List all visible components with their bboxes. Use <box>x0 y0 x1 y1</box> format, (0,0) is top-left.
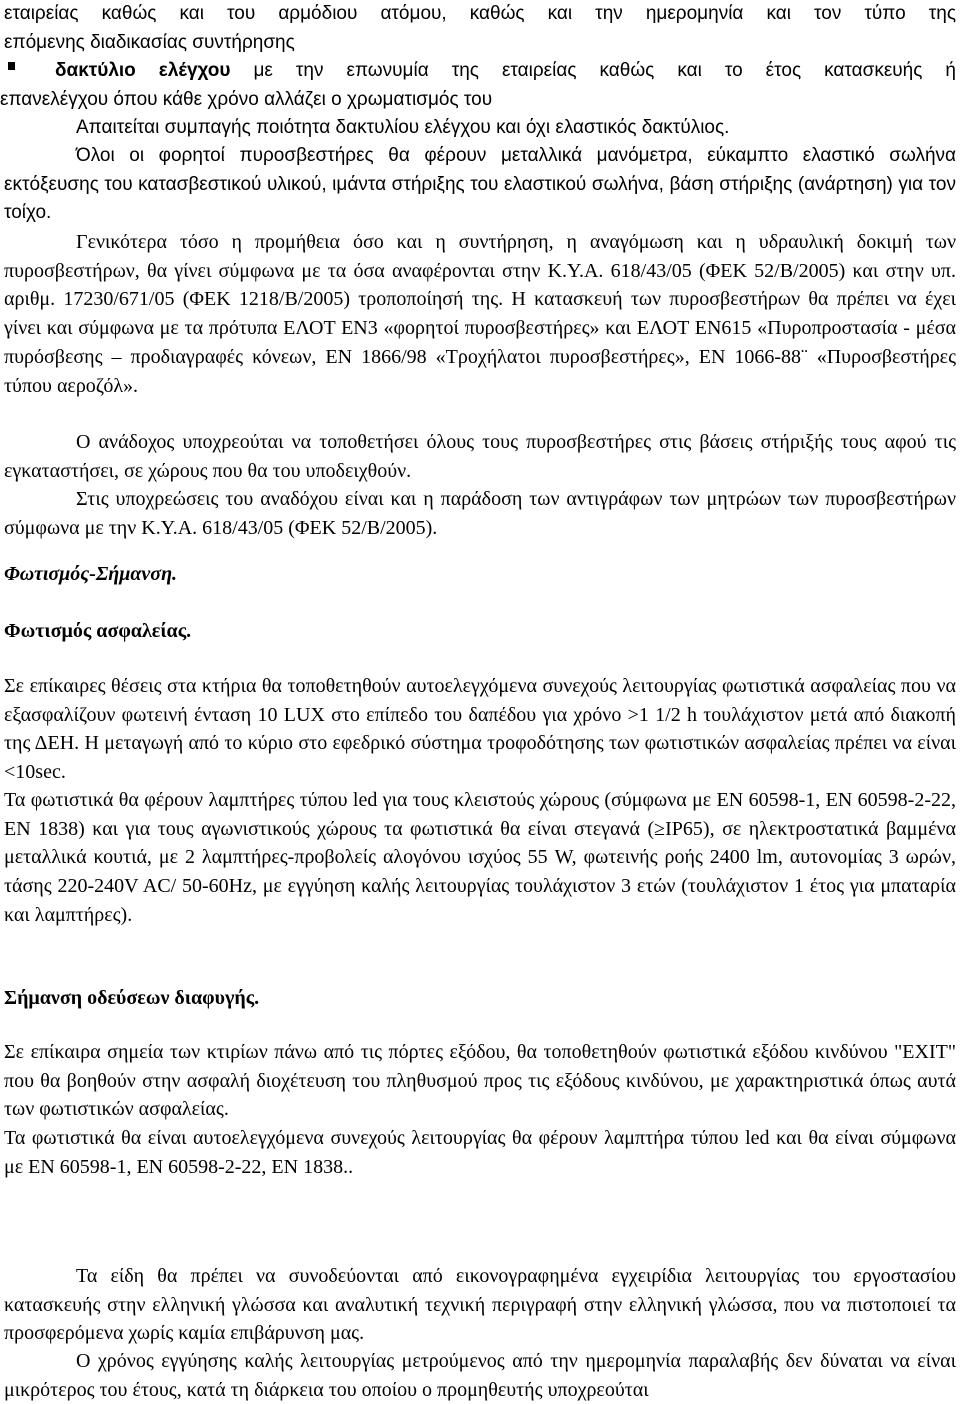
heading-exit-signage: Σήμανση οδεύσεων διαφυγής. <box>4 987 260 1009</box>
ring-quality-line: Απαιτείται συμπαγής ποιότητα δακτυλίου ελέγχου και όχι ελαστικός δακτύλιος. <box>76 117 730 138</box>
safety-lighting-paragraph-2: Τα φωτιστικά θα φέρουν λαμπτήρες τύπου led για τους κλειστούς χώρους (σύμφωνα με ΕΝ 60598-1, EN 60598-2-22, EN 1838) και για τους αγωνιστικούς χώρους τα φωτιστικά θα είναι στεγανά (≥IP65), σε ηλεκτροστατικά βαμμένα μεταλλικά κουτιά, με 2 λαμπτήρες-προβολείς αλογόνου ισχύος 55 W, φωτεινής ροής 2400 lm, αυτονομίας 3 ωρών, τάσης 220-240V AC/ 50-60Hz, με εγγύηση καλής λειτουργίας τουλάχιστον 3 ετών (τουλάχιστον 1 έτος για μπαταρία και λαμπτήρες). <box>4 789 956 926</box>
extinguisher-equipment-paragraph: Όλοι οι φορητοί πυροσβεστήρες θα φέρουν μεταλλικά μανόμετρα, εύκαμπτο ελαστικό σωλήνα εκτόξευσης του κατασβεστικού υλικού, ιμάντα στήριξης του ελαστικού σωλήνα, βάση στήριξης (ανάρτηση) για τον τοίχο. <box>4 145 956 224</box>
bullet-square-icon <box>8 62 15 70</box>
registry-paragraph: Στις υποχρεώσεις του αναδόχου είναι και η παράδοση των αντιγράφων των μητρώων των πυροσβεστήρων σύμφωνα με την Κ.Υ.Α. 618/43/05 (ΦΕΚ 52/Β/2005). <box>4 488 956 539</box>
bullet-item <box>0 57 956 114</box>
exit-signage-paragraph-1: Σε επίκαιρα σημεία των κτιρίων πάνω από τις πόρτες εξόδου, θα τοποθετηθούν φωτιστικά εξόδου κινδύνου "EXIT" που θα βοηθούν στην ασφαλή διοχέτευση του πληθυσμού προς τις εξόδους κινδύνου, με χαρακτηριστικά όπως αυτά των φωτιστικών ασφαλείας. <box>4 1041 956 1121</box>
heading-lighting-signage: Φωτισμός-Σήμανση. <box>4 563 178 585</box>
manuals-paragraph: Τα είδη θα πρέπει να συνοδεύονται από εικονογραφημένα εγχειρίδια λειτουργίας του εργοστασίου κατασκευής στην ελληνική γλώσσα και αναλυτική τεχνική περιγραφή στην ελληνική γλώσσα, που να πιστοποιεί τα προσφερόμενα χωρίς καμία επιβάρυνση μας. <box>4 1265 956 1345</box>
continuation-line-2: επόμενης διαδικασίας συντήρησης <box>4 31 295 53</box>
exit-signage-paragraph-2: Τα φωτιστικά θα είναι αυτοελεγχόμενα συνεχούς λειτουργίας θα φέρουν λαμπτήρα τύπου led και θα είναι σύμφωνα με ΕΝ 60598-1, EN 60598-2-22, EN 1838.. <box>4 1127 956 1178</box>
regulation-paragraph: Γενικότερα τόσο η προμήθεια όσο και η συντήρηση, η αναγόμωση και η υδραυλική δοκιμή των πυροσβεστήρων, θα γίνει σύμφωνα με τα όσα αναφέρονται στην Κ.Υ.Α. 618/43/05 (ΦΕΚ 52/Β/2005) και στην υπ. αριθμ. 17230/671/05 (ΦΕΚ 1218/Β/2005) τροποποίησή της. Η κατασκευή των πυροσβεστήρων θα πρέπει να έχει γίνει και σύμφωνα με τα πρότυπα ΕΛΟΤ EN3 «φορητοί πυροσβεστήρες» και ΕΛΟΤ ΕΝ615 «Πυροπροστασία - μέσα πυρόσβεσης – προδιαγραφές κόνεων, ΕΝ 1866/98 «Τροχήλατοι πυροσβεστήρες», ΕΝ 1066-88¨ «Πυροσβεστήρες τύπου αεροζόλ». <box>4 231 956 397</box>
safety-lighting-paragraph-1: Σε επίκαιρες θέσεις στα κτήρια θα τοποθετηθούν αυτοελεγχόμενα συνεχούς λειτουργίας φωτιστικά ασφαλείας που να εξασφαλίζουν φωτεινή ένταση 10 LUX στο επίπεδο του δαπέδου για χρόνο >1 1/2 h τουλάχιστον μετά από διακοπή της ΔΕΗ. Η μεταγωγή από το κύριο στο εφεδρικό σύστημα τροφοδότησης των φωτιστικών ασφαλείας πρέπει να είναι <10sec. <box>4 675 956 784</box>
installation-paragraph: Ο ανάδοχος υποχρεούται να τοποθετήσει όλους τους πυροσβεστήρες στις βάσεις στήριξής τους αφού τις εγκαταστήσει, σε χώρους που θα του υποδειχθούν. <box>4 431 956 482</box>
bullet-text: με την επωνυμία της εταιρείας καθώς και το έτος κατασκευής ή <box>230 60 956 81</box>
heading-safety-lighting: Φωτισμός ασφαλείας. <box>4 620 192 642</box>
continuation-paragraph <box>4 0 956 57</box>
bullet-line-1 <box>55 57 956 86</box>
bullet-line-2: επανελέγχου όπου κάθε χρόνο αλλάζει ο χρωματισμός του <box>0 88 493 110</box>
warranty-paragraph: Ο χρόνος εγγύησης καλής λειτουργίας μετρούμενος από την ημερομηνία παραλαβής δεν δύναται να είναι μικρότερος του έτους, κατά τη διάρκεια του οποίου ο προμηθευτής υποχρεούται <box>4 1350 956 1401</box>
continuation-line-1: εταιρείας καθώς και του αρμόδιου ατόμου, καθώς και την ημερομηνία και τον τύπο της <box>4 3 956 24</box>
bullet-bold-term: δακτύλιο ελέγχου <box>55 60 231 81</box>
